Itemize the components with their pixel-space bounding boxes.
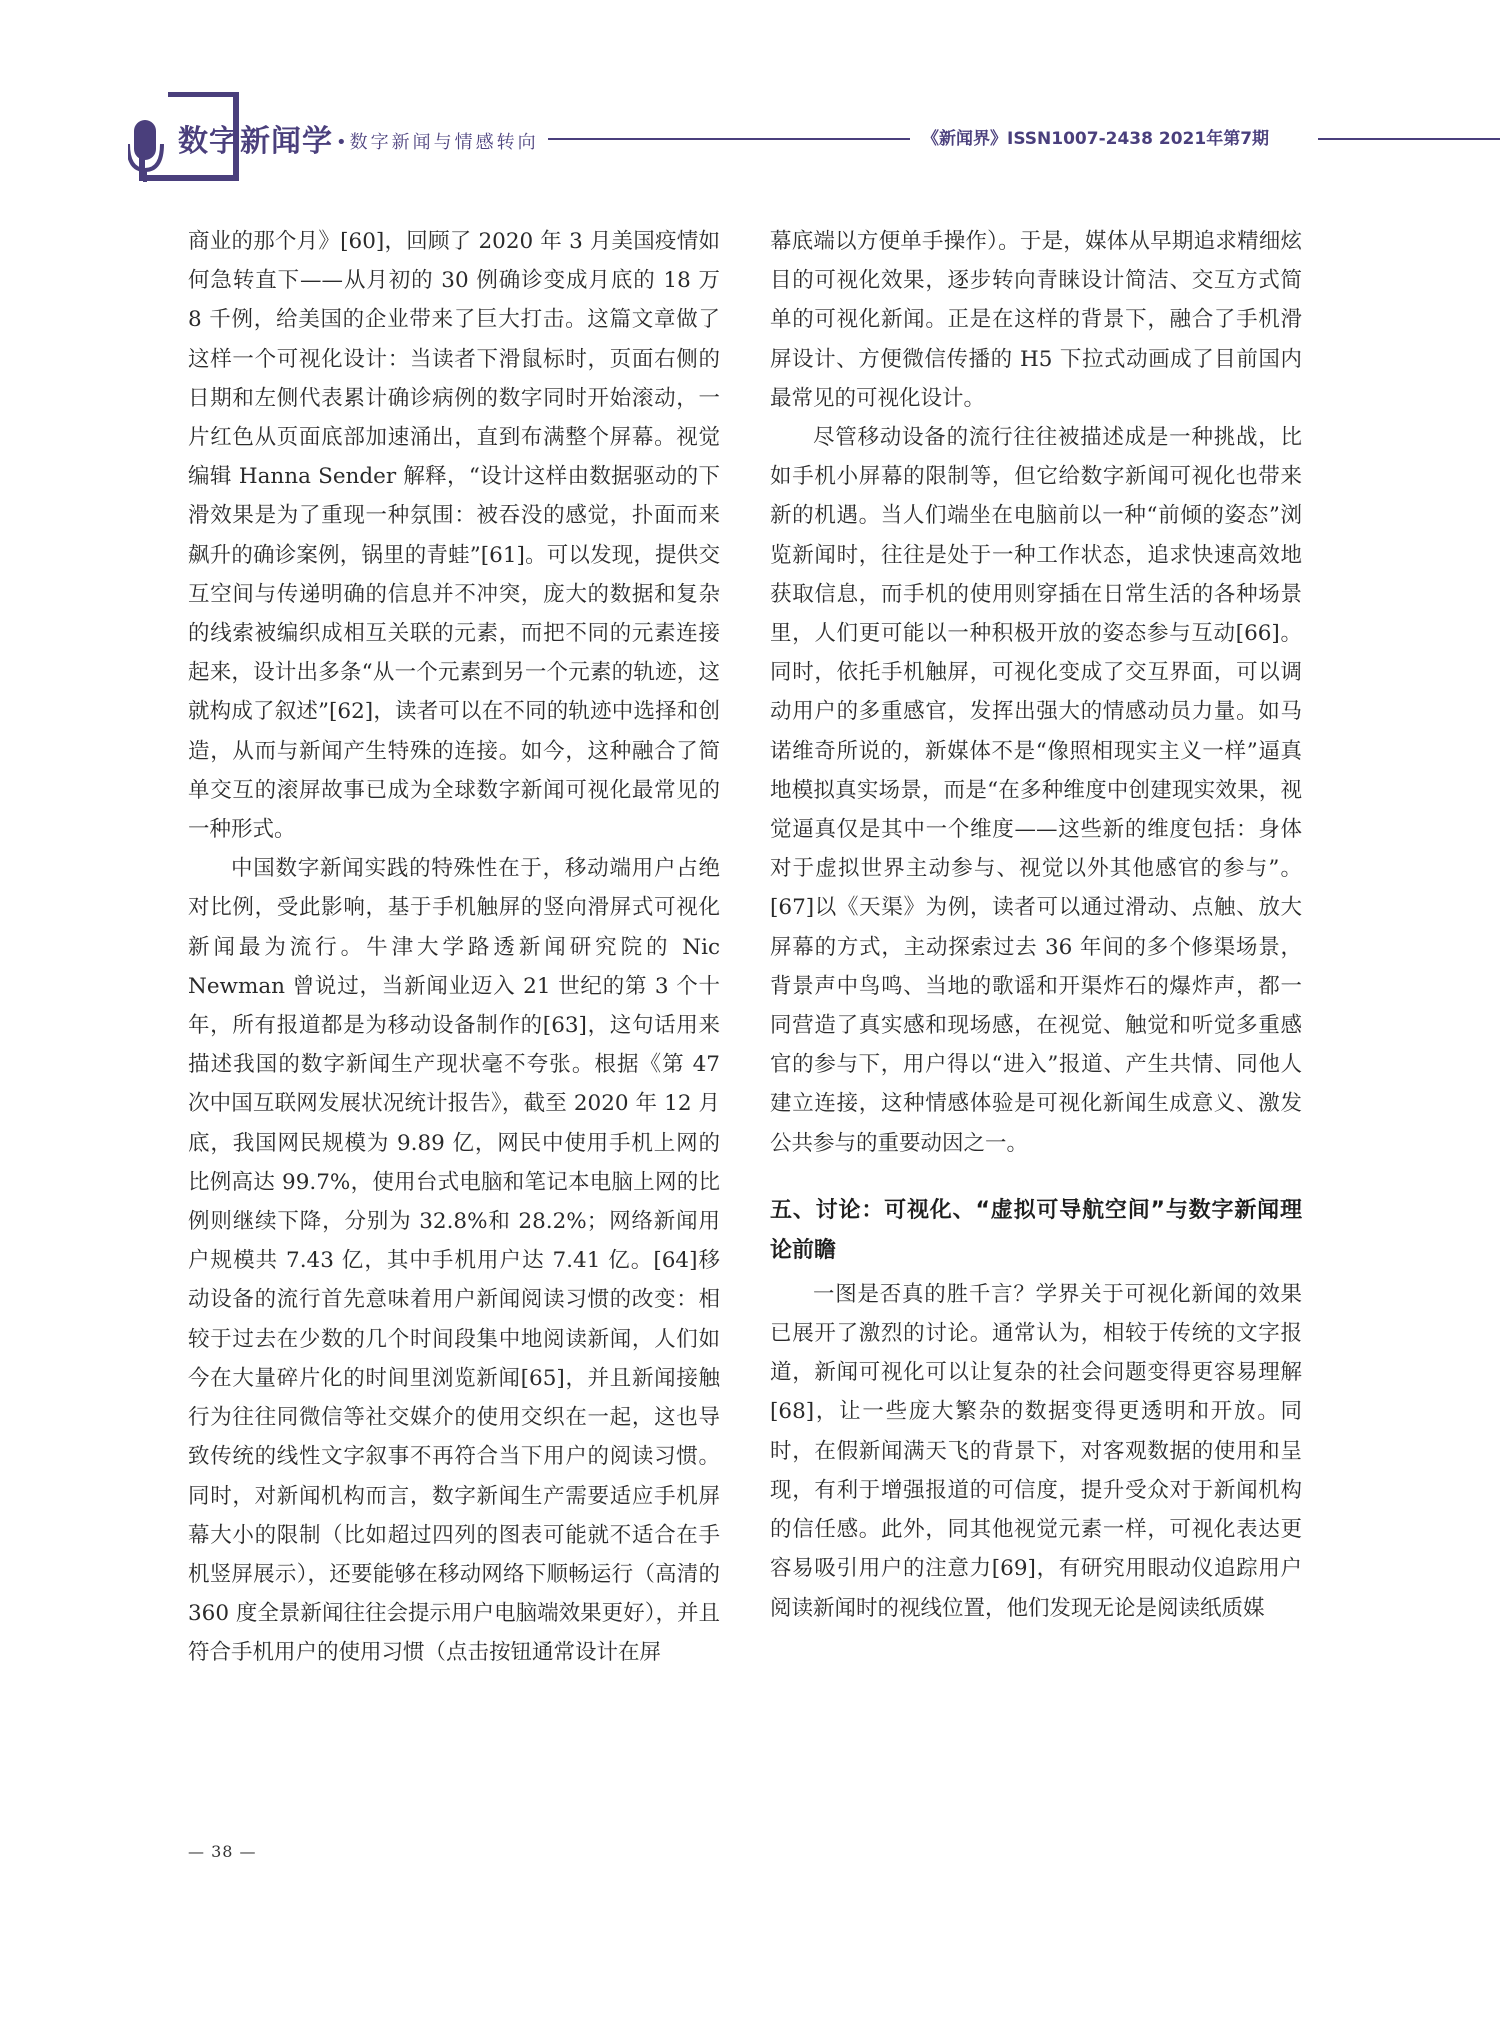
body-paragraph: 一图是否真的胜千言？学界关于可视化新闻的效果已展开了激烈的讨论。通常认为，相较于传统的文字报道，新闻可视化可以让复杂的社会问题变得更容易理解[68]，让一些庞大繁杂的数据变得更透明和开放。同时，在假新闻满天飞的背景下，对客观数据的使用和呈现，有利于增强报道的可信度，提升受众对于新闻机构的信任感。此外，同其他视觉元素一样，可视化表达更容易吸引用户的注意力[69]，有研究用眼动仪追踪用户阅读新闻时的视线位置，他们发现无论是阅读纸质媒 <box>770 1281 1302 1621</box>
column-subtitle: •数字新闻与情感转向 <box>336 132 539 153</box>
body-paragraph: 尽管移动设备的流行往往被描述成是一种挑战，比如手机小屏幕的限制等，但它给数字新闻可视化也带来新的机遇。当人们端坐在电脑前以一种“前倾的姿态”浏览新闻时，往往是处于一种工作状态，追求快速高效地获取信息，而手机的使用则穿插在日常生活的各种场景里，人们更可能以一种积极开放的姿态参与互动[66]。同时，依托手机触屏，可视化变成了交互界面，可以调动用户的多重感官，发挥出强大的情感动员力量。如马诺维奇所说的，新媒体不是“像照相现实主义一样”逼真地模拟真实场景，而是“在多种维度中创建现实效果，视觉逼真仅是其中一个维度——这些新的维度包括：身体对于虚拟世界主动参与、视觉以外其他感官的参与”。[67]以《天渠》为例，读者可以通过滑动、点触、放大屏幕的方式，主动探索过去 36 年间的多个修渠场景，背景声中鸟鸣、当地的歌谣和开渠炸石的爆炸声，都一同营造了真实感和现场感，在视觉、触觉和听觉多重感官的参与下，用户得以“进入”报道、产生共情、同他人建立连接，这种情感体验是可视化新闻生成意义、激发公共参与的重要动因之一。 <box>770 425 1302 1156</box>
journal-issue-info: 《新闻界》ISSN1007-2438 2021年第7期 <box>922 129 1270 149</box>
header-divider-right <box>1318 138 1500 140</box>
left-text-column <box>188 222 720 1673</box>
body-paragraph: 幕底端以方便单手操作）。于是，媒体从早期追求精细炫目的可视化效果，逐步转向青睐设计简洁、交互方式简单的可视化新闻。正是在这样的背景下，融合了手机滑屏设计、方便微信传播的 H5 下拉式动画成了目前国内最常见的可视化设计。 <box>770 229 1302 411</box>
page-number: — 38 — <box>188 1842 257 1861</box>
header-divider-left <box>548 138 910 140</box>
body-paragraph: 中国数字新闻实践的特殊性在于，移动端用户占绝对比例，受此影响，基于手机触屏的竖向滑屏式可视化新闻最为流行。牛津大学路透新闻研究院的 Nic Newman 曾说过，当新闻业迈入 21 世纪的第 3 个十年，所有报道都是为移动设备制作的[63]，这句话用来描述我国的数字新闻生产现状毫不夸张。根据《第 47 次中国互联网发展状况统计报告》，截至 2020 年 12 月底，我国网民规模为 9.89 亿，网民中使用手机上网的比例高达 99.7%，使用台式电脑和笔记本电脑上网的比例则继续下降，分别为 32.8%和 28.2%；网络新闻用户规模共 7.43 亿，其中手机用户达 7.41 亿。[64]移动设备的流行首先意味着用户新闻阅读习惯的改变：相较于过去在少数的几个时间段集中地阅读新闻，人们如今在大量碎片化的时间里浏览新闻[65]，并且新闻接触行为往往同微信等社交媒介的使用交织在一起，这也导致传统的线性文字叙事不再符合当下用户的阅读习惯。同时，对新闻机构而言，数字新闻生产需要适应手机屏幕大小的限制（比如超过四列的图表可能就不适合在手机竖屏展示），还要能够在移动网络下顺畅运行（高清的 360 度全景新闻往往会提示用户电脑端效果更好），并且符合手机用户的使用习惯（点击按钮通常设计在屏 <box>188 856 720 1666</box>
body-paragraph: 商业的那个月》[60]，回顾了 2020 年 3 月美国疫情如何急转直下——从月初的 30 例确诊变成月底的 18 万 8 千例，给美国的企业带来了巨大打击。这篇文章做了这样一个可视化设计：当读者下滑鼠标时，页面右侧的日期和左侧代表累计确诊病例的数字同时开始滚动，一片红色从页面底部加速涌出，直到布满整个屏幕。视觉编辑 Hanna Sender 解释，“设计这样由数据驱动的下滑效果是为了重现一种氛围：被吞没的感觉，扑面而来飙升的确诊案例，锅里的青蛙”[61]。可以发现，提供交互空间与传递明确的信息并不冲突，庞大的数据和复杂的线索被编织成相互关联的元素，而把不同的元素连接起来，设计出多条“从一个元素到另一个元素的轨迹，这就构成了叙述”[62]，读者可以在不同的轨迹中选择和创造，从而与新闻产生特殊的连接。如今，这种融合了简单交互的滚屏故事已成为全球数字新闻可视化最常见的一种形式。 <box>188 229 720 843</box>
column-title: 数字新闻学 <box>178 124 333 159</box>
running-header <box>0 0 1500 200</box>
section-heading: 五、讨论：可视化、“虚拟可导航空间”与数字新闻理论前瞻 <box>770 1197 1302 1263</box>
right-text-column <box>770 222 1302 1628</box>
